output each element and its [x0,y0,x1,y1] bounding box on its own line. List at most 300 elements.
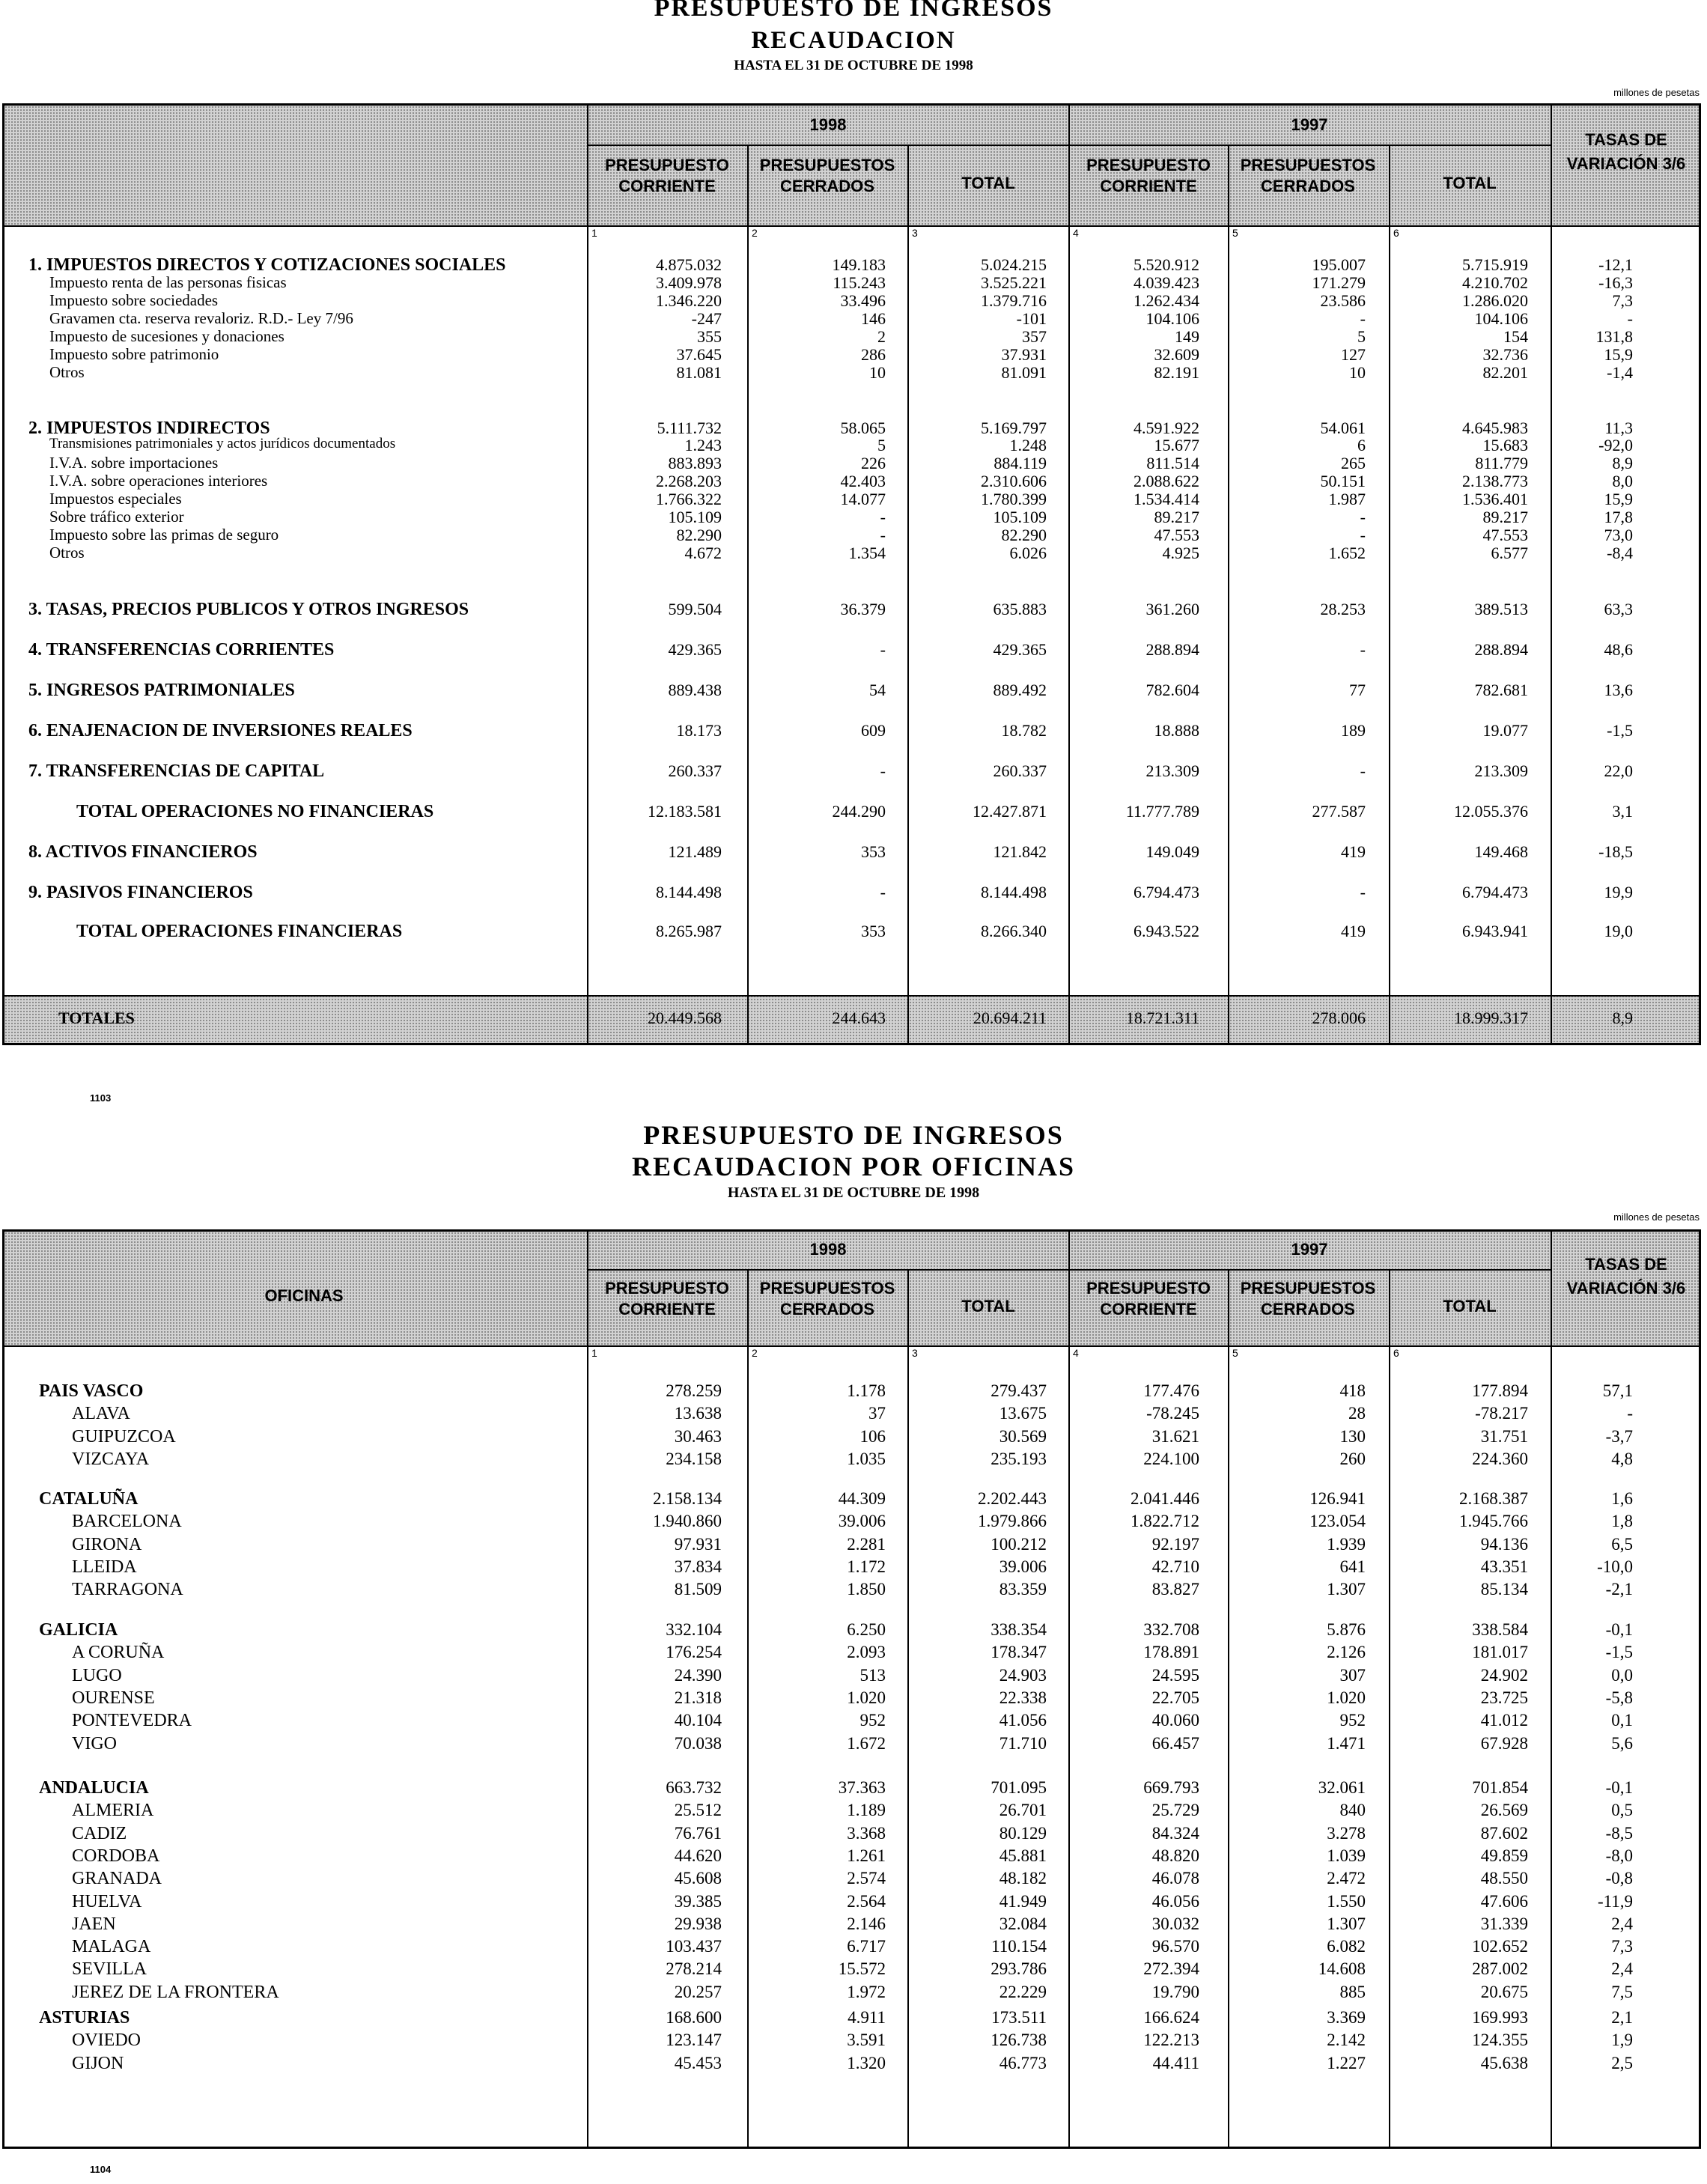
page2-table-row [4,2008,1699,2028]
page1-row-value: 37.645 [676,345,722,364]
page2-table-row [4,1427,1699,1447]
page2-row-value: -8,0 [1605,1846,1633,1865]
page2-row-value: 92.197 [1151,1534,1199,1554]
page2-row-value: 102.652 [1472,1937,1528,1956]
page1-row-value: 5 [1357,327,1366,346]
page1-row-value: 11,3 [1604,419,1633,437]
page2-row-value: 1.940.860 [653,1512,722,1531]
page2-row-value: 49.859 [1480,1846,1528,1865]
page2-table-row [4,1450,1699,1469]
page2-row-value: 0,1 [1611,1711,1633,1730]
page2-row-value: 1.979.866 [978,1512,1047,1531]
page1-row-value: 8.265.987 [656,922,722,940]
page2-table-row [4,1688,1699,1708]
page1-table-row [4,508,1699,527]
page1-row-value: 4.591.922 [1134,419,1199,437]
page2-row-value: 224.360 [1472,1449,1528,1468]
page1-row-value: 4.645.983 [1462,419,1528,437]
page1-row-value: 889.492 [993,681,1047,699]
page2-row-value: 106 [859,1426,886,1446]
page1-row-value: 36.379 [840,600,886,618]
page2-row-value: 1,6 [1611,1489,1633,1508]
page2-colnum-3: 3 [912,1347,918,1359]
page2-table-row [4,1489,1699,1509]
page1-totals-value: 20.694.211 [973,1009,1047,1027]
page1-row-value: 1.652 [1328,544,1366,562]
page2-row-value: 1.939 [1327,1534,1366,1554]
page2-row-value: 41.949 [999,1891,1047,1911]
page2-row-value: 20.675 [1480,1982,1528,2001]
page2-row-label: A CORUÑA [72,1643,165,1663]
page2-row-value: -78.245 [1146,1404,1199,1423]
page2-table-row [4,1666,1699,1685]
page1-row-value: 1.243 [684,436,722,454]
page1-row-value: 1.534.414 [1134,490,1199,508]
page2-row-value: 42.710 [1151,1557,1199,1576]
page1-row-value: 782.681 [1474,681,1528,699]
page1-row-value: 12.183.581 [648,802,722,821]
page1-row-value: 171.279 [1312,273,1366,292]
page1-table-row [4,802,1699,821]
page1-table-row [4,761,1699,781]
page2-row-value: 19.790 [1151,1982,1199,2001]
page2-row-value: 332.104 [666,1620,722,1639]
page2-row-value: 4.911 [848,2008,886,2027]
page1-row-value: 8.266.340 [981,922,1047,940]
page1-row-value: - [880,508,886,526]
page2-row-value: 123.147 [666,2031,722,2050]
page1-row-value: 81.091 [1001,363,1047,382]
page1-row-value: 18.888 [1154,721,1199,740]
page2-col-5: PRESUPUESTOS CERRADOS [1240,1279,1376,1318]
page2-row-value: - [1627,1404,1633,1423]
page2-row-value: 1.822.712 [1131,1512,1199,1531]
page2-row-value: 181.017 [1472,1643,1528,1662]
page1-row-value: 353 [861,922,886,940]
page1-row-label: Impuesto sobre las primas de seguro [49,526,279,544]
page1-row-value: 6.943.941 [1462,922,1528,940]
page1-row-label: Impuesto sobre sociedades [49,291,219,309]
page2-row-value: 37.834 [674,1557,722,1576]
page1-row-value: 599.504 [668,600,722,618]
page1-table-row [4,255,1699,275]
page2-row-value: 123.054 [1309,1512,1366,1531]
page2-row-label: VIZCAYA [72,1449,150,1469]
page2-row-value: 235.193 [991,1449,1047,1468]
page1-row-value: 429.365 [668,640,722,659]
page1-row-value: 2 [877,327,886,346]
page2-row-value: 57,1 [1602,1381,1633,1400]
page1-row-label: 2. IMPUESTOS INDIRECTOS [28,419,270,438]
page1-table-row [4,345,1699,365]
page1-row-value: 355 [697,327,722,346]
page1-row-value: 47.553 [1482,526,1528,544]
page1-row-value: 195.007 [1312,255,1366,274]
page2-row-value: 2.158.134 [653,1489,722,1508]
page2-row-value: 293.786 [991,1959,1047,1979]
page1-row-value: 429.365 [993,640,1047,659]
page2-table-row [4,2031,1699,2050]
page2-row-value: 44.309 [838,1489,886,1508]
page2-col-2: PRESUPUESTOS CERRADOS [759,1279,895,1318]
page1-row-value: 58.065 [840,419,886,437]
page2-row-value: -5,8 [1605,1688,1633,1707]
page1-row-value: - [880,883,886,901]
page1-row-value: 5.520.912 [1134,255,1199,274]
page1-row-value: 286 [861,345,886,364]
page1-row-value: 82.290 [1001,526,1047,544]
page1-title-2: RECAUDACION [751,27,956,54]
page2-row-value: 87.602 [1480,1823,1528,1843]
page2-units: millones de pesetas [1613,1211,1700,1223]
page2-row-value: 338.584 [1472,1620,1528,1639]
page1-row-value: 33.496 [840,291,886,310]
page2-year-1997: 1997 [1291,1240,1328,1259]
page2-row-value: 97.931 [674,1534,722,1554]
page1-table-row [4,309,1699,329]
page2-row-value: 1.020 [1327,1688,1366,1707]
page1-row-value: 104.106 [1145,309,1199,328]
page1-row-value: 811.779 [1475,454,1528,472]
page1-row-value: 12.055.376 [1454,802,1528,821]
page1-col-3: TOTAL [961,174,1015,192]
page2-row-value: 67.928 [1480,1733,1528,1753]
page2-table-row [4,1557,1699,1577]
page2-number: 1104 [90,2164,112,2175]
page1-row-value: 2.138.773 [1462,472,1528,490]
page2-row-value: 2.142 [1327,2031,1366,2050]
page1-col-2: PRESUPUESTOS CERRADOS [759,156,895,195]
page2-row-value: 7,5 [1611,1982,1633,2001]
page2-row-value: 1.035 [847,1449,886,1468]
page2-row-value: 83.827 [1151,1580,1199,1599]
page2-row-label: GUIPUZCOA [72,1426,176,1447]
page2-row-value: 6.082 [1327,1937,1366,1956]
page1-row-label: 5. INGRESOS PATRIMONIALES [28,681,295,700]
page2-row-label: TARRAGONA [72,1580,183,1600]
page2-row-value: 25.512 [674,1801,722,1820]
page2-row-value: 39.385 [674,1891,722,1911]
page2-row-value: 48.550 [1480,1869,1528,1888]
page1-row-value: 115.243 [833,273,886,292]
page2-row-value: 2.202.443 [978,1489,1047,1508]
page2-row-value: 24.595 [1151,1665,1199,1685]
page2-table-row [4,1914,1699,1934]
page1-row-value: 1.346.220 [656,291,722,310]
page1-row-value: 1.379.716 [981,291,1047,310]
page2-row-value: 4,8 [1611,1449,1633,1468]
page2-table-row [4,1512,1699,1531]
page1-row-value: 288.894 [1474,640,1528,659]
page1-row-value: 3,1 [1612,802,1633,821]
page1-totals-value: 20.449.568 [648,1009,722,1027]
page1-row-value: 4.039.423 [1134,273,1199,292]
page1-row-value: 3.409.978 [656,273,722,292]
page2-row-value: 168.600 [666,2008,722,2027]
page2-row-value: 0,5 [1611,1801,1633,1820]
page1-row-label: 4. TRANSFERENCIAS CORRIENTES [28,640,335,660]
page1-row-value: 81.081 [676,363,722,382]
page2-row-value: 14.608 [1318,1959,1366,1979]
page2-row-value: 122.213 [1143,2031,1199,2050]
page1-row-value: 389.513 [1474,600,1528,618]
page2-row-label: JAEN [72,1914,116,1934]
page2-row-value: 669.793 [1143,1778,1199,1797]
page2-row-value: 234.158 [666,1449,722,1468]
page2-row-value: 37.363 [838,1778,886,1797]
page2-row-label: CATALUÑA [39,1489,139,1509]
page2-colnum-4: 4 [1073,1347,1079,1359]
page2-colnum-6: 6 [1393,1347,1399,1359]
page2-table-row [4,1711,1699,1730]
page2-row-value: 166.624 [1143,2008,1199,2027]
page2-row-value: 952 [1339,1711,1366,1730]
page1-row-value: 10 [1349,363,1366,382]
page2-year-1998: 1998 [809,1240,847,1259]
page1-row-value: 11.777.789 [1125,802,1199,821]
page1-row-value: 5 [877,436,886,454]
page1-row-value: 13,6 [1604,681,1633,699]
page1-row-value: -12,1 [1598,255,1633,274]
page2-row-value: 31.751 [1480,1426,1528,1446]
page1-row-value: 6.794.473 [1462,883,1528,901]
page1-table-row [4,922,1699,941]
page2-row-value: 41.012 [1480,1711,1528,1730]
page2-row-label: MALAGA [72,1937,151,1957]
page2-table-row [4,1983,1699,2002]
page1-subtitle: HASTA EL 31 DE OCTUBRE DE 1998 [734,58,973,73]
page2-row-value: 39.006 [999,1557,1047,1576]
page1-row-label: TOTAL OPERACIONES NO FINANCIERAS [76,802,434,821]
page1-row-value: 260.337 [993,761,1047,780]
page2-row-value: 37 [868,1404,886,1423]
page2-row-value: 2.281 [847,1534,886,1554]
page2-row-label: JEREZ DE LA FRONTERA [72,1982,279,2002]
page2-row-label: OURENSE [72,1688,155,1708]
page2-col-3: TOTAL [961,1297,1015,1315]
page2-row-value: 513 [859,1665,886,1685]
page2-row-value: -2,1 [1605,1580,1633,1599]
page1-row-value: 419 [1341,842,1366,861]
page2-row-value: 840 [1339,1801,1366,1820]
page2-row-label: CADIZ [72,1823,127,1843]
page1-row-value: -1,5 [1607,721,1633,740]
page2-row-value: 22.338 [999,1688,1047,1707]
page1-row-value: 883.893 [668,454,722,472]
page1-row-value: 28.253 [1320,600,1366,618]
page1-row-value: 82.201 [1482,363,1528,382]
page1-row-value: 149.183 [832,255,886,274]
page1-row-label: I.V.A. sobre operaciones interiores [49,472,268,490]
page2-row-value: 1.261 [847,1846,886,1865]
page1-table-row [4,436,1699,455]
page2-row-value: 45.453 [674,2053,722,2072]
page1-row-value: 18.173 [676,721,722,740]
page2-table-row [4,1734,1699,1753]
page2-row-value: 3.369 [1327,2008,1366,2027]
page2-row-value: 5,6 [1611,1733,1633,1753]
page1-row-value: 353 [861,842,886,861]
page1-row-value: -8,4 [1607,544,1633,562]
page2-row-value: 2,5 [1611,2053,1633,2072]
page1-row-value: 149 [1175,327,1199,346]
page2-colnum-1: 1 [591,1347,597,1359]
page1-row-value: - [1360,508,1366,526]
page1-totals-label: TOTALES [58,1009,135,1027]
page2-row-value: 701.095 [991,1778,1047,1797]
page2-subtitle: HASTA EL 31 DE OCTUBRE DE 1998 [727,1184,980,1201]
page1-row-value: 8.144.498 [656,883,722,901]
page1-totals-value: 18.721.311 [1125,1009,1199,1027]
page2-row-value: 2,4 [1611,1914,1633,1933]
page1-totals-value: 278.006 [1312,1009,1366,1027]
page1-col-4: PRESUPUESTO CORRIENTE [1086,156,1211,195]
page2-table-row [4,1846,1699,1866]
page2-row-value: -11,9 [1597,1891,1633,1911]
page2-row-value: 40.060 [1151,1711,1199,1730]
page2-row-value: 71.710 [999,1733,1047,1753]
page2-row-value: 21.318 [674,1688,722,1707]
page1-year-1998: 1998 [809,115,847,134]
page1-row-value: - [1360,761,1366,780]
page2-row-value: 48.820 [1151,1846,1199,1865]
page1-row-value: -92,0 [1598,436,1633,454]
page1-row-value: -1,4 [1607,363,1633,382]
page1-table-row [4,526,1699,545]
page2-table-row [4,1643,1699,1662]
page2-row-label: GRANADA [72,1869,162,1889]
page1-row-value: 1.354 [848,544,886,562]
page1-row-value: 146 [861,309,886,328]
page1-table [2,103,1701,1045]
page1-row-value: 32.736 [1482,345,1528,364]
page2-row-value: 23.725 [1480,1688,1528,1707]
page1-table-row [4,600,1699,619]
page2-row-label: VIGO [72,1733,117,1753]
page2-row-value: 46.056 [1151,1891,1199,1911]
page2-row-value: 885 [1339,1982,1366,2001]
page1-row-value: 609 [861,721,886,740]
page2-row-value: 1,8 [1611,1512,1633,1531]
page2-row-value: 30.032 [1151,1914,1199,1933]
page2-row-value: -10,0 [1597,1557,1633,1576]
page2-row-value: 278.214 [666,1959,722,1979]
page1-table-row [4,842,1699,862]
page1-row-value: 32.609 [1154,345,1199,364]
page1-row-value: 889.438 [668,681,722,699]
page2-row-label: PAIS VASCO [39,1381,144,1401]
page1-row-label: 7. TRANSFERENCIAS DE CAPITAL [28,761,325,781]
page2-table-row [4,1535,1699,1554]
page2-row-label: CORDOBA [72,1846,160,1866]
page2-row-value: 1.189 [847,1801,886,1820]
page2-row-value: 1.172 [847,1557,886,1576]
page1-row-value: 3.525.221 [981,273,1047,292]
page2-row-value: 178.347 [991,1643,1047,1662]
page2-row-value: 2.093 [847,1643,886,1662]
page1-row-value: 213.309 [1145,761,1199,780]
page1-row-value: 105.109 [993,508,1047,526]
page2-row-value: 287.002 [1472,1959,1528,1979]
page2-row-value: 952 [859,1711,886,1730]
page1-row-value: - [1360,309,1366,328]
page2-row-value: 177.476 [1143,1381,1199,1400]
page1-row-value: 6 [1357,436,1366,454]
page1-row-value: 811.514 [1146,454,1199,472]
page1-row-value: -101 [1016,309,1047,328]
page1-row-value: 89.217 [1154,508,1199,526]
page2-row-value: 70.038 [674,1733,722,1753]
page2-row-label: HUELVA [72,1891,142,1911]
page1-col-6: TOTAL [1443,174,1497,192]
page1-row-value: 1.766.322 [656,490,722,508]
page2-row-value: 24.902 [1480,1665,1528,1685]
page1-row-value: - [880,526,886,544]
page2-table-row [4,1778,1699,1798]
page2-row-value: 85.134 [1480,1580,1528,1599]
page2-row-label: GALICIA [39,1620,118,1640]
page2-row-label: GIJON [72,2053,124,2073]
page1-row-value: 5.169.797 [981,419,1047,437]
page1-row-value: - [1360,883,1366,901]
page1-row-value: 357 [1022,327,1047,346]
page2-row-value: 332.708 [1143,1620,1199,1639]
page2-row-value: 41.056 [999,1711,1047,1730]
page2-row-value: 2.564 [847,1891,886,1911]
page2-row-value: 1.307 [1327,1914,1366,1933]
page1-colnum-3: 3 [912,227,918,239]
page1-row-value: 105.109 [668,508,722,526]
page1-row-value: 42.403 [840,472,886,490]
page1-row-value: 17,8 [1604,508,1633,526]
page2-row-value: 2.146 [847,1914,886,1933]
page1-table-row [4,291,1699,311]
page1-row-label: 9. PASIVOS FINANCIEROS [28,883,253,902]
page2-row-value: 31.621 [1151,1426,1199,1446]
page1-row-value: 104.106 [1474,309,1528,328]
page1-row-value: 635.883 [993,600,1047,618]
page1-row-value: 131,8 [1595,327,1633,346]
page2-row-label: GIRONA [72,1534,142,1554]
page1-totals-value: 18.999.317 [1454,1009,1528,1027]
page1-row-value: 19.077 [1482,721,1528,740]
page1-row-value: 4.672 [684,544,722,562]
page1-row-value: 2.310.606 [981,472,1047,490]
page2-row-value: 13.675 [999,1404,1047,1423]
page2-label-header: OFICINAS [264,1286,344,1305]
page2-row-value: -8,5 [1605,1823,1633,1843]
page2-row-value: 83.359 [999,1580,1047,1599]
page1-row-value: 15.677 [1154,436,1199,454]
page2-row-value: 2,4 [1611,1959,1633,1979]
page2-row-value: 80.129 [999,1823,1047,1843]
page1-row-value: 154 [1503,327,1528,346]
page1-row-label: Impuestos especiales [49,490,182,508]
page2-row-value: 278.259 [666,1381,722,1400]
page2-row-value: 44.620 [674,1846,722,1865]
page1-row-value: 47.553 [1154,526,1199,544]
page2-row-label: BARCELONA [72,1512,182,1532]
page1-row-value: 5.111.732 [657,419,722,437]
page2-row-value: 81.509 [674,1580,722,1599]
page1-row-value: 77 [1349,681,1366,699]
page1-row-label: 8. ACTIVOS FINANCIEROS [28,842,258,862]
page1-row-label: Sobre tráfico exterior [49,508,184,526]
page2-title-2: RECAUDACION POR OFICINAS [631,1152,1076,1181]
page2-row-label: LUGO [72,1665,122,1685]
page1-row-value: 19,0 [1604,922,1633,940]
page1-row-value: 8,0 [1612,472,1633,490]
